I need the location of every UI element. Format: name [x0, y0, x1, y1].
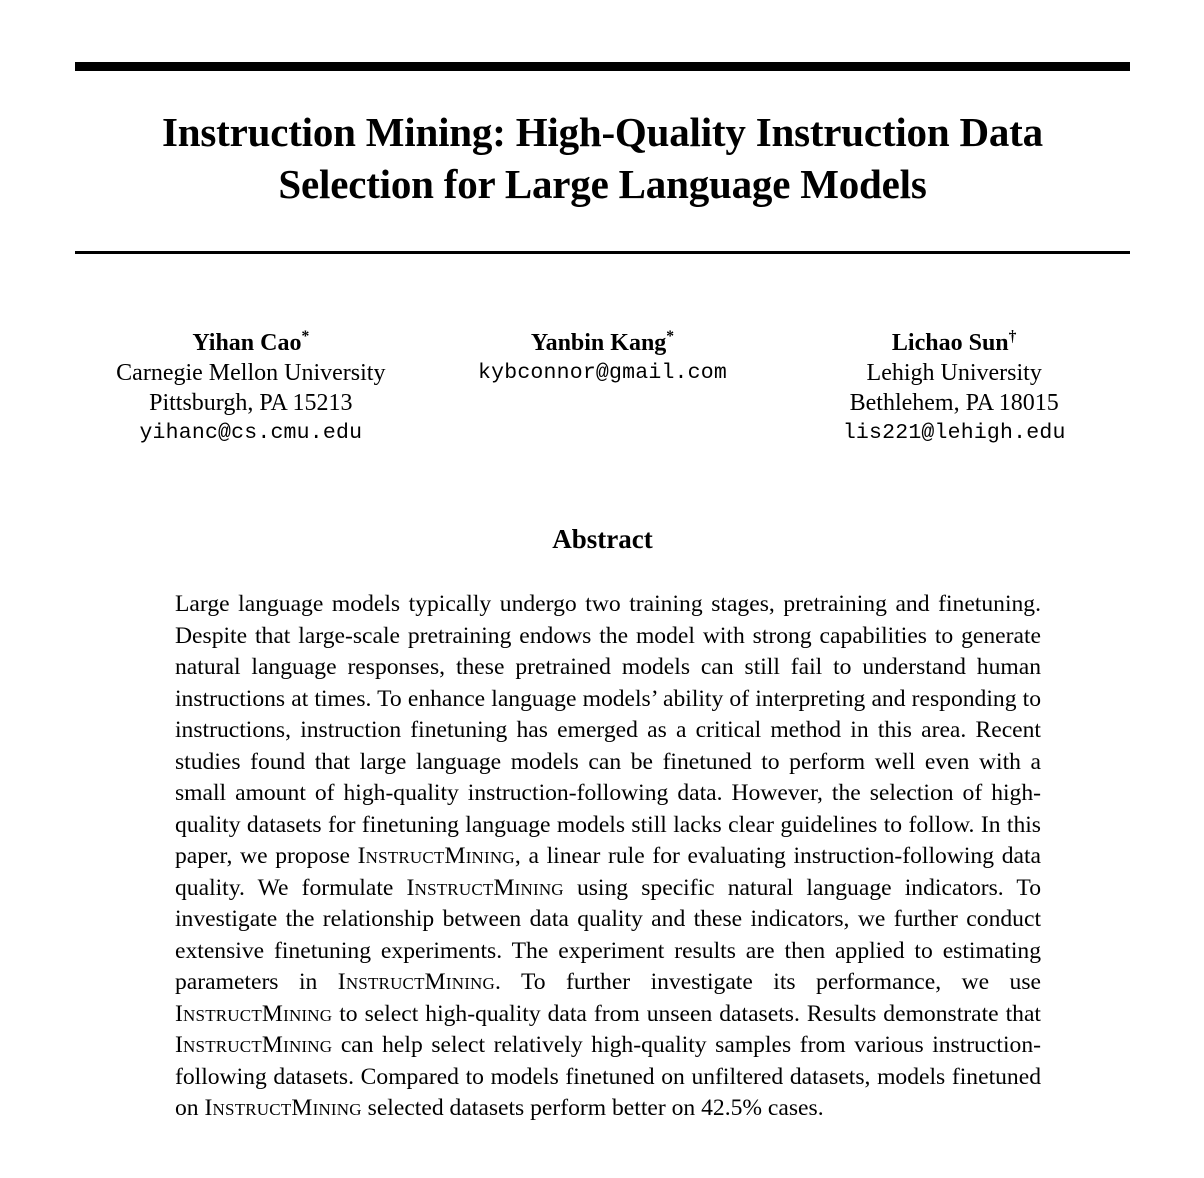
abstract-term-instructmining: InstructMining — [337, 969, 496, 995]
author-name-3 — [778, 328, 1130, 358]
author-name-2 — [427, 328, 779, 358]
author-affiliation-3: Lehigh University — [866, 360, 1042, 386]
author-affiliation-1: Carnegie Mellon University — [116, 360, 386, 386]
abstract-text-part: can help select relatively high-quality samples from various instruction-following datasets. Compared to models finetuned on unfiltered datasets, models finetuned on — [175, 1032, 1041, 1121]
page-title — [75, 106, 1130, 210]
abstract-text-part: , a linear rule for evaluating instruction-following data quality. We formulate — [175, 843, 1041, 901]
author-name-text-2: Yanbin Kang — [530, 330, 667, 356]
abstract-body — [175, 589, 1041, 1125]
author-location-3: Bethlehem, PA 18015 — [849, 390, 1059, 416]
author-name-1 — [75, 328, 427, 358]
author-marker-2: * — [666, 328, 675, 345]
author-email-1: yihanc@cs.cmu.edu — [139, 421, 363, 445]
abstract-term-instructmining: InstructMining — [175, 1032, 333, 1058]
author-marker-3: † — [1008, 328, 1017, 345]
author-name-text-3: Lichao Sun — [891, 330, 1009, 356]
author-column-3 — [778, 328, 1130, 448]
author-column-2 — [427, 328, 779, 388]
author-location-1: Pittsburgh, PA 15213 — [149, 390, 353, 416]
author-marker-1: * — [301, 328, 310, 345]
title-line-1: Instruction Mining: High-Quality Instruction Data — [162, 109, 1043, 155]
header-rule-thick — [75, 62, 1130, 71]
author-email-2: kybconnor@gmail.com — [478, 361, 727, 385]
author-block — [75, 328, 1130, 448]
abstract-term-instructmining: InstructMining — [175, 1000, 333, 1027]
abstract-text-part: selected datasets perform better on 42.5% cases. — [361, 1095, 824, 1121]
abstract-text-part: to select high-quality data from unseen datasets. Results demonstrate that — [332, 1000, 1041, 1027]
author-email-3: lis221@lehigh.edu — [842, 421, 1066, 445]
abstract-term-instructmining: InstructMining — [406, 874, 564, 901]
abstract-term-instructmining: InstructMining — [204, 1095, 362, 1121]
abstract-text-part: Large language models typically undergo two training stages, pretraining and finetuning. Despite that large-scale pretraining endows the model with strong capabilities to generate natural language responses, these pretrained models can still fail to understand human instructions at times. To enhance language models’ ability of interpreting and responding to instructions, instruction finetuning has emerged as a critical method in this area. Recent studies found that large language models can be finetuned to perform well even with a small amount of high-quality instruction-following data. However, the selection of high-quality datasets for finetuning language models still lacks clear guidelines to follow. In this paper, we propose — [175, 591, 1041, 869]
author-name-text-1: Yihan Cao — [192, 330, 302, 356]
abstract-heading: Abstract — [552, 524, 653, 554]
author-column-1 — [75, 328, 427, 448]
abstract-text-part: using specific natural language indicators. To investigate the relationship between data quality and these indicators, we further conduct extensive finetuning experiments. The experiment results are then applied to estimating parameters in — [175, 874, 1041, 995]
abstract-term-instructmining: InstructMining — [357, 843, 515, 869]
abstract-text-part: . To further investigate its performance, we use — [495, 969, 1042, 995]
header-rule-thin — [75, 251, 1130, 254]
title-line-2: Selection for Large Language Models — [278, 161, 927, 207]
